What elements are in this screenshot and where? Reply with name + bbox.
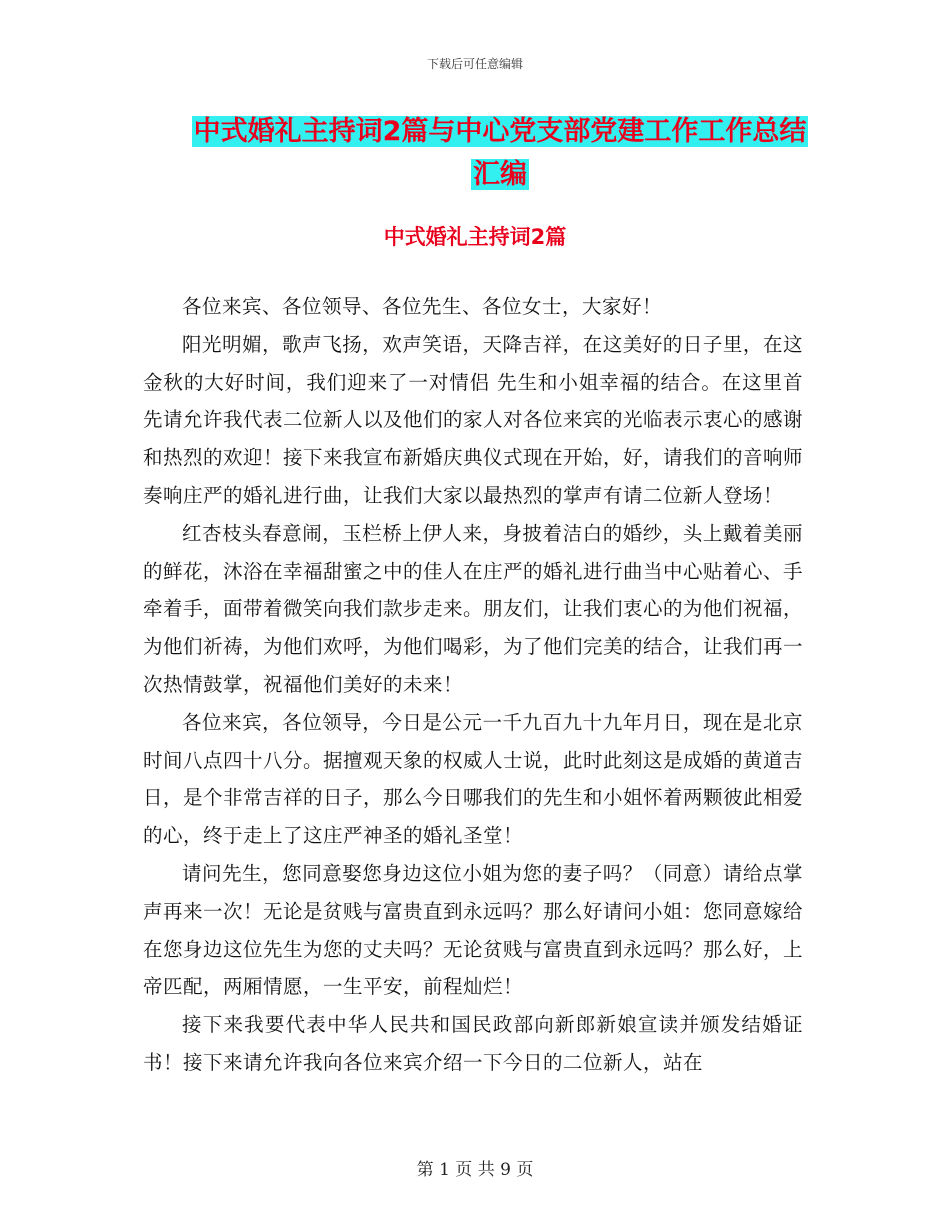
- paragraph: 各位来宾、各位领导、各位先生、各位女士，大家好！: [182, 295, 663, 318]
- paragraph: 各位来宾，各位领导，今日是公元一千九百九十九年月日，现在是北京时间八点四十八分。据擅观天象的权威人士说，此时此刻这是成婚的黄道吉日，是个非常吉祥的日子，那么今日哪我们的先生和小姐怀着两颗彼此相爱的心，终于走上了这庄严神圣的婚礼圣堂！: [143, 710, 804, 848]
- paragraph: 红杏枝头春意闹，玉栏桥上伊人来，身披着洁白的婚纱，头上戴着美丽的鲜花，沐浴在幸福甜蜜之中的佳人在庄严的婚礼进行曲当中心贴着心、手牵着手，面带着微笑向我们款步走来。朋友们，让我们衷心的为他们祝福，为他们祈祷，为他们欢呼，为他们喝彩，为了他们完美的结合，让我们再一次热情鼓掌，祝福他们美好的未来！: [143, 521, 804, 696]
- paragraph: 阳光明媚，歌声飞扬，欢声笑语，天降吉祥，在这美好的日子里，在这金秋的大好时间，我们迎来了一对情侣 先生和小姐幸福的结合。在这里首先请允许我代表二位新人以及他们的家人对各位来宾的光临表示衷心的感谢和热烈的欢迎！接下来我宣布新婚庆典仪式现在开始，好，请我们的音响师奏响庄严的婚礼进行曲，让我们大家以最热烈的掌声有请二位新人登场！: [143, 332, 804, 507]
- section-title: 中式婚礼主持词2篇: [383, 225, 567, 249]
- paragraph: 请问先生，您同意娶您身边这位小姐为您的妻子吗？（同意）请给点掌声再来一次！无论是贫贱与富贵直到永远吗？那么好请问小姐：您同意嫁给在您身边这位先生为您的丈夫吗？无论贫贱与富贵直到永远吗？那么好，上帝匹配，两厢情愿，一生平安，前程灿烂！: [143, 861, 804, 999]
- body-text: [143, 288, 803, 1082]
- document-title: [180, 110, 820, 196]
- page-footer: 第 1 页 共 9 页: [416, 1160, 534, 1180]
- title-line-1: 中式婚礼主持词2篇与中心党支部党建工作工作总结: [193, 116, 807, 147]
- header-note: 下载后可任意编辑: [426, 57, 523, 71]
- paragraph: 接下来我要代表中华人民共和国民政部向新郎新娘宣读并颁发结婚证书！接下来请允许我向各位来宾介绍一下今日的二位新人，站在: [143, 1013, 803, 1074]
- title-line-2: 汇编: [473, 159, 527, 190]
